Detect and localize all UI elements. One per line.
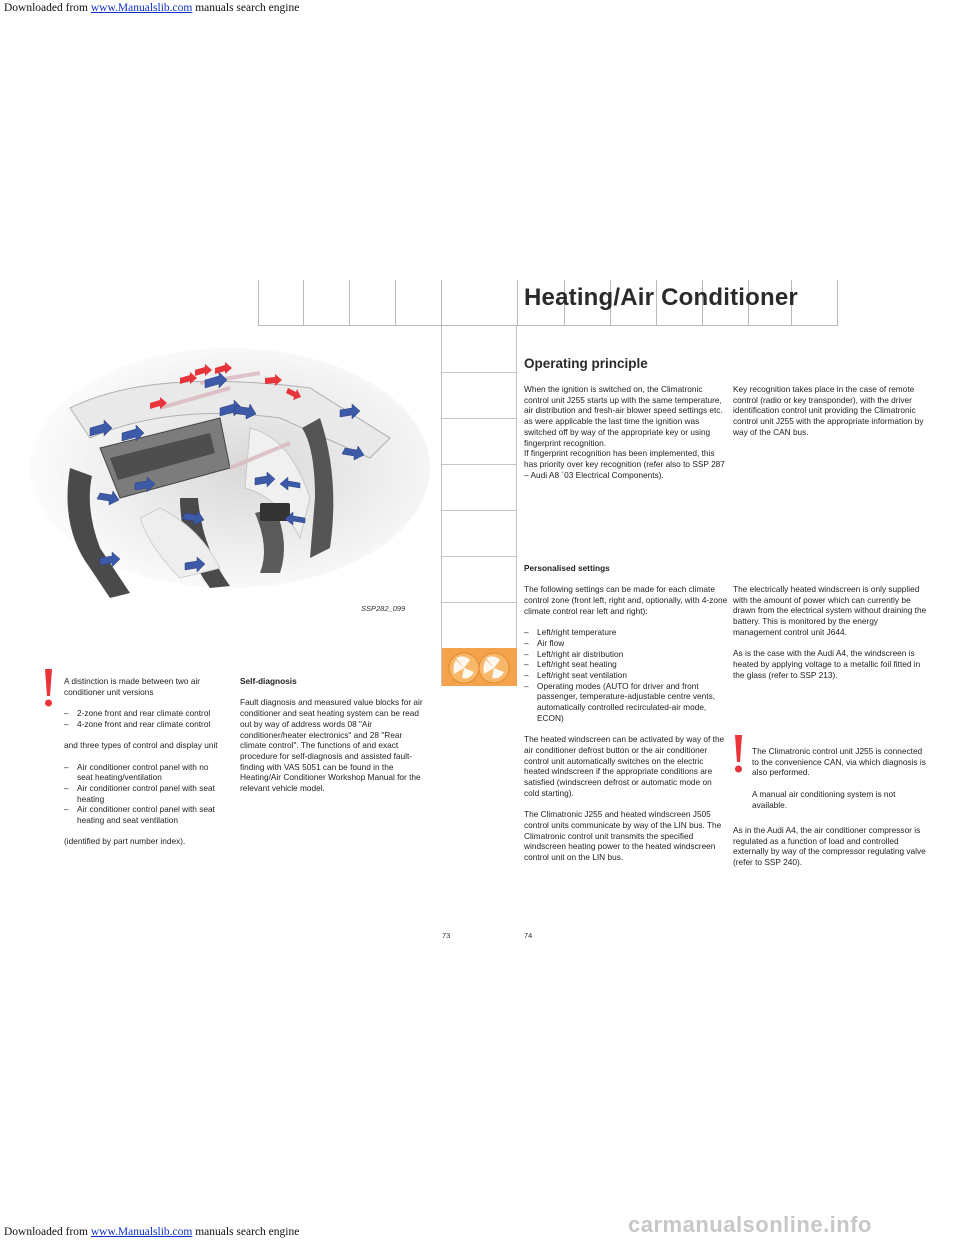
climate-system-illustration xyxy=(30,348,430,610)
list-item: – Left/right seat ventilation xyxy=(524,670,627,680)
manualslib-link[interactable]: www.Manualslib.com xyxy=(90,1226,193,1238)
list-item: – Air conditioner control panel with seat heating xyxy=(64,782,215,804)
exclamation-icon xyxy=(732,734,744,774)
list-item: – Air flow xyxy=(524,637,565,648)
download-footer xyxy=(4,1226,299,1238)
versions-intro: A distinction is made between two air conditioner unit versions xyxy=(64,676,201,697)
list-item: – Operating modes (AUTO for driver and front passenger, temperature-adjustable centre vents, automatically controlled recirculated-air mode, ECON) xyxy=(524,680,716,723)
section-title: Operating principle xyxy=(524,356,648,371)
list-item: – Left/right temperature xyxy=(524,627,617,638)
personalised-settings-section: Personalised settings The following settings can be made for each climate control zone (front left, right and, optionally, with 4-zone climate control rear left and right): – Left/right temperature – Air flow – Left/right air distribution – Left/right seat heating – Left/right seat ventilation – Operating modes (AUTO for driver and front passenger, temperature-adjustable centre vents, automatically controlled recirculated-air mode, ECON) The heated windscreen can be activated by way of the air conditioner defrost button or the air conditioner control unit automatically switches on the electric heated windscreen if the appropriate conditions are satisfied (windscreen defrost or automatic mode on cold starting). The Climatronic J255 and heated windscreen J505 control units communicate by way of the LIN bus. The Climatronic control unit transmits the specified windscreen heating power to the heated windscreen control unit on the LIN bus. xyxy=(524,563,728,862)
list-item: – 2-zone front and rear climate control xyxy=(64,708,211,719)
download-header xyxy=(4,2,299,14)
side-grid xyxy=(441,326,517,686)
operating-principle-col1: When the ignition is switched on, the Climatronic control unit J255 starts up with the same temperature, air distribution and fresh-air blower speed settings etc. as were applicable the last time the ignition was switched off by way of the appropriate key or using fingerprint recognition. If fingerprint recognition has been implemented, this has priority over key recognition (refer also to SSP 287 – Audi A8 ´03 Electrical Components). xyxy=(524,384,725,480)
fan-thumbnail-icon xyxy=(442,648,517,686)
self-diagnosis-section xyxy=(240,676,430,804)
watermark: carmanualsonline.info xyxy=(628,1212,872,1237)
list-item: – Air conditioner control panel with no seat heating/ventilation xyxy=(64,761,209,783)
personalised-heading: Personalised settings xyxy=(524,563,610,573)
climatronic-note: The Climatronic control unit J255 is connected to the convenience CAN, via which diagnosis is also performed. A manual air conditioning system is not available. xyxy=(752,746,926,810)
versions-note xyxy=(64,676,224,858)
exclamation-icon xyxy=(42,668,54,708)
list-item: – Air conditioner control panel with seat heating and seat ventilation xyxy=(64,804,215,826)
page-number-right: 74 xyxy=(524,931,533,940)
self-diagnosis-body: Fault diagnosis and measured value blocks for air conditioner and seat heating system can be read out by way of address words 08 "Air conditioner/heater electronics" and 28 "Rear climate control". The functions of and exact procedure for self-diagnosis and assisted fault-finding with VAS 5051 can be found in the Heating/Air Conditioner Workshop Manual for the relevant vehicle model. xyxy=(240,697,423,794)
figure-caption: SSP282_099 xyxy=(361,604,406,613)
operating-principle-col2: Key recognition takes place in the case of remote control (radio or key transponder), with the driver identification control unit providing the Climatronic control unit J255 with the appropriate information by way of the CAN bus. xyxy=(733,384,924,437)
list-item: – Left/right air distribution xyxy=(524,648,624,659)
list-item: – Left/right seat heating xyxy=(524,659,617,670)
list-item: – 4-zone front and rear climate control xyxy=(64,718,211,729)
windscreen-power-section: The electrically heated windscreen is only supplied with the amount of power which can currently be drawn from the electrical system without draining the battery. This is monitored by the energy management control unit J644. As is the case with the Audi A4, the windscreen is heated by applying voltage to a metallic foil fitted in the glass (refer to SSP 213). xyxy=(733,584,927,680)
manualslib-link[interactable]: www.Manualslib.com xyxy=(90,2,193,14)
page-title: Heating/Air Conditioner xyxy=(524,284,798,311)
versions-outro: (identified by part number index). xyxy=(64,836,186,847)
header-prefix: Downloaded from xyxy=(4,2,88,14)
page-number-left: 73 xyxy=(442,931,451,940)
self-diagnosis-heading: Self-diagnosis xyxy=(240,676,297,686)
compressor-section: As in the Audi A4, the air conditioner compressor is regulated as a function of load and controlled externally by way of the compressor regulating valve (refer to SSP 240). xyxy=(733,825,926,868)
header-suffix: manuals search engine xyxy=(195,2,300,14)
footer-prefix: Downloaded from xyxy=(4,1226,88,1238)
footer-suffix: manuals search engine xyxy=(195,1226,300,1238)
types-intro: and three types of control and display unit xyxy=(64,740,218,751)
